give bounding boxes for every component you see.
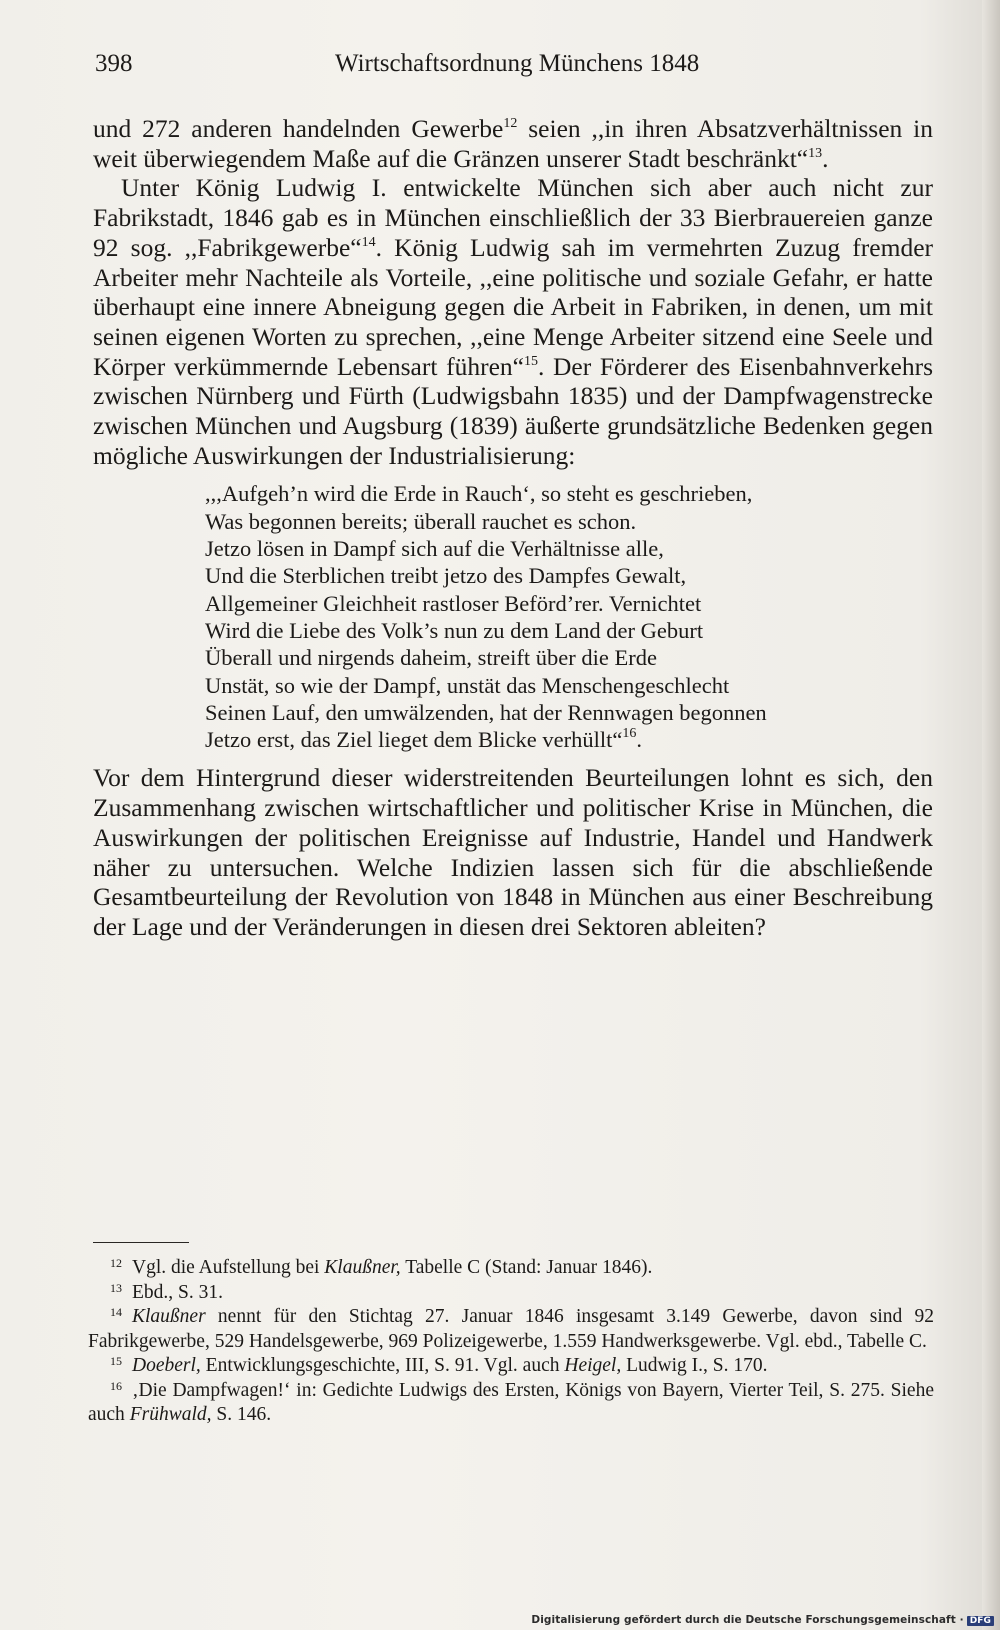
footnote-12: 12 Vgl. die Aufstellung bei Klaußner, Tabelle C (Stand: Januar 1846). [110, 1256, 653, 1278]
text-run: seien ,,in ihren Absatzverhältnissen in weit überwiegendem Maße auf die Gränzen unserer Stadt beschränkt“ [93, 114, 933, 173]
text-run: ‚Die Dampfwagen!‘ in: Gedichte Ludwigs des Ersten, Königs von Bayern, Vierter Teil, S. 275. Siehe auch [88, 1379, 934, 1425]
poem-line-text: Überall und nirgends daheim, streift über die Erde [205, 645, 657, 671]
digitization-credit [531, 1614, 994, 1626]
text-run: Klaußner [132, 1306, 206, 1327]
text-run: Unter König Ludwig I. entwickelte München sich aber auch nicht zur Fabrikstadt, 1846 gab es in München einschließlich der 33 Bierbrauereien ganze 92 sog. ,,Fabrikgewerbe“ [93, 173, 933, 262]
text-run: . Der Förderer des Eisenbahnverkehrs zwischen Nürnberg und Fürth (Ludwigsbahn 1835) und der Dampfwagenstrecke zwischen München und Augsburg (1839) äußerte grundsätzliche Bedenken gegen mögliche Auswirkungen der Industrialisierung: [93, 351, 933, 470]
text-run: und 272 anderen handelnden Gewerbe [93, 114, 504, 143]
poem-line [205, 562, 933, 589]
poem-quote [205, 480, 933, 753]
text-run: . König Ludwig sah im vermehrten Zuzug fremder Arbeiter mehr Nachteile als Vorteile, ,,eine politische und soziale Gefahr, er hatte überhaupt eine innere Abneigung gegen die Arbeit in Fabriken, in denen, um mit seinen eigenen Worten zu sprechen, ,,eine Menge Arbeiter sitzend eine Seele und Körper verkümmernde Lebensart führen“ [93, 232, 934, 381]
text-run: Entwicklungsgeschichte, III, S. 91. Vgl. auch [200, 1355, 565, 1376]
poem-line-text: Was begonnen bereits; überall rauchet es schon. [205, 508, 637, 534]
text-run: Doeberl, [132, 1355, 201, 1376]
text-run: Klaußner, [324, 1257, 401, 1278]
text-run: nennt für den Stichtag 27. Januar 1846 insgesamt 3.149 Gewerbe, davon sind 92 Fabrikgewerbe, 529 Handelsgewerbe, 969 Polizeigewerbe, 1.559 Handwerksgewerbe. Vgl. ebd., Tabelle C. [88, 1306, 934, 1352]
text-run: Ludwig I., S. 170. [621, 1355, 768, 1376]
poem-line [205, 699, 933, 726]
main-text [93, 114, 933, 942]
footnotes [88, 1256, 934, 1428]
poem-end-punct: . [636, 727, 642, 753]
poem-line-text: Und die Sterblichen treibt jetzo des Dampfes Gewalt, [205, 563, 687, 589]
footnote-13: 13 Ebd., S. 31. [110, 1280, 224, 1303]
page-edge-shadow [982, 0, 1000, 1630]
footnote-16: 16 ‚Die Dampfwagen!‘ in: Gedichte Ludwigs des Ersten, Königs von Bayern, Vierter Teil, S. 275. Siehe auch Frühwald, S. 146. [88, 1378, 934, 1425]
paragraph-2 [93, 173, 933, 470]
credit-text: Digitalisierung gefördert durch die Deutsche Forschungsgemeinschaft · [531, 1614, 964, 1626]
poem-line [205, 726, 933, 753]
poem-line-text: Jetzo lösen in Dampf sich auf die Verhältnisse alle, [205, 536, 664, 562]
footnote-ref: 13 [808, 145, 823, 161]
poem-line-text: Unstät, so wie der Dampf, unstät das Menschengeschlecht [205, 672, 730, 698]
paragraph-3: Vor dem Hintergrund dieser widerstreitenden Beurteilungen lohnt es sich, den Zusammenhang zwischen wirtschaftlicher und politischer Krise in München, die Auswirkungen der politischen Ereignisse auf Industrie, Handel und Handwerk näher zu untersuchen. Welche Indizien lassen sich für die abschließende Gesamtbeurteilung der Revolution von 1848 in München aus einer Beschreibung der Lage und der Veränderungen in diesen drei Sektoren ableiten? [93, 763, 933, 941]
running-title: Wirtschaftsordnung Münchens 1848 [335, 50, 700, 77]
text-run: Heigel, [564, 1355, 622, 1376]
text-run: Tabelle C (Stand: Januar 1846). [400, 1257, 653, 1278]
footnote-rule [93, 1242, 189, 1243]
footnote-ref: 15 [523, 353, 538, 369]
poem-line [205, 644, 933, 671]
footnote-ref: 14 [361, 234, 376, 250]
footnote-14: 14 Klaußner nennt für den Stichtag 27. Januar 1846 insgesamt 3.149 Gewerbe, davon sind 92 Fabrikgewerbe, 529 Handelsgewerbe, 969 Polizeigewerbe, 1.559 Handwerksgewerbe. Vgl. ebd., Tabelle C. [88, 1305, 934, 1352]
poem-line-text: Seinen Lauf, den umwälzenden, hat der Rennwagen begonnen [205, 699, 767, 725]
poem-line [205, 590, 933, 617]
poem-line-text: ,,,Aufgeh’n wird die Erde in Rauch‘, so steht es geschrieben, [205, 481, 753, 507]
poem-line-text: Allgemeiner Gleichheit rastloser Beförd’rer. Vernichtet [205, 590, 702, 616]
text-run: . [822, 143, 829, 173]
poem-line [205, 508, 933, 535]
page-header [95, 50, 935, 84]
poem-line [205, 672, 933, 699]
text-run: Vgl. die Aufstellung bei [132, 1257, 325, 1278]
text-run: S. 146. [211, 1404, 272, 1425]
poem-line [205, 535, 933, 562]
text-run: Ebd., S. 31. [132, 1281, 224, 1303]
poem-line-text: Jetzo erst, das Ziel lieget dem Blicke verhüllt“ [205, 727, 623, 753]
poem-line [205, 617, 933, 644]
dfg-logo: DFG [967, 1616, 994, 1626]
footnote-ref: 12 [503, 116, 518, 131]
paragraph-1 [93, 114, 933, 173]
footnote-15: 15 Doeberl, Entwicklungsgeschichte, III, S. 91. Vgl. auch Heigel, Ludwig I., S. 170. [110, 1354, 768, 1376]
footnote-ref: 16 [622, 726, 637, 742]
page-number: 398 [95, 50, 133, 77]
poem-line [205, 480, 933, 507]
poem-line-text: Wird die Liebe des Volk’s nun zu dem Land der Geburt [205, 617, 704, 643]
text-run: Frühwald, [129, 1404, 212, 1425]
